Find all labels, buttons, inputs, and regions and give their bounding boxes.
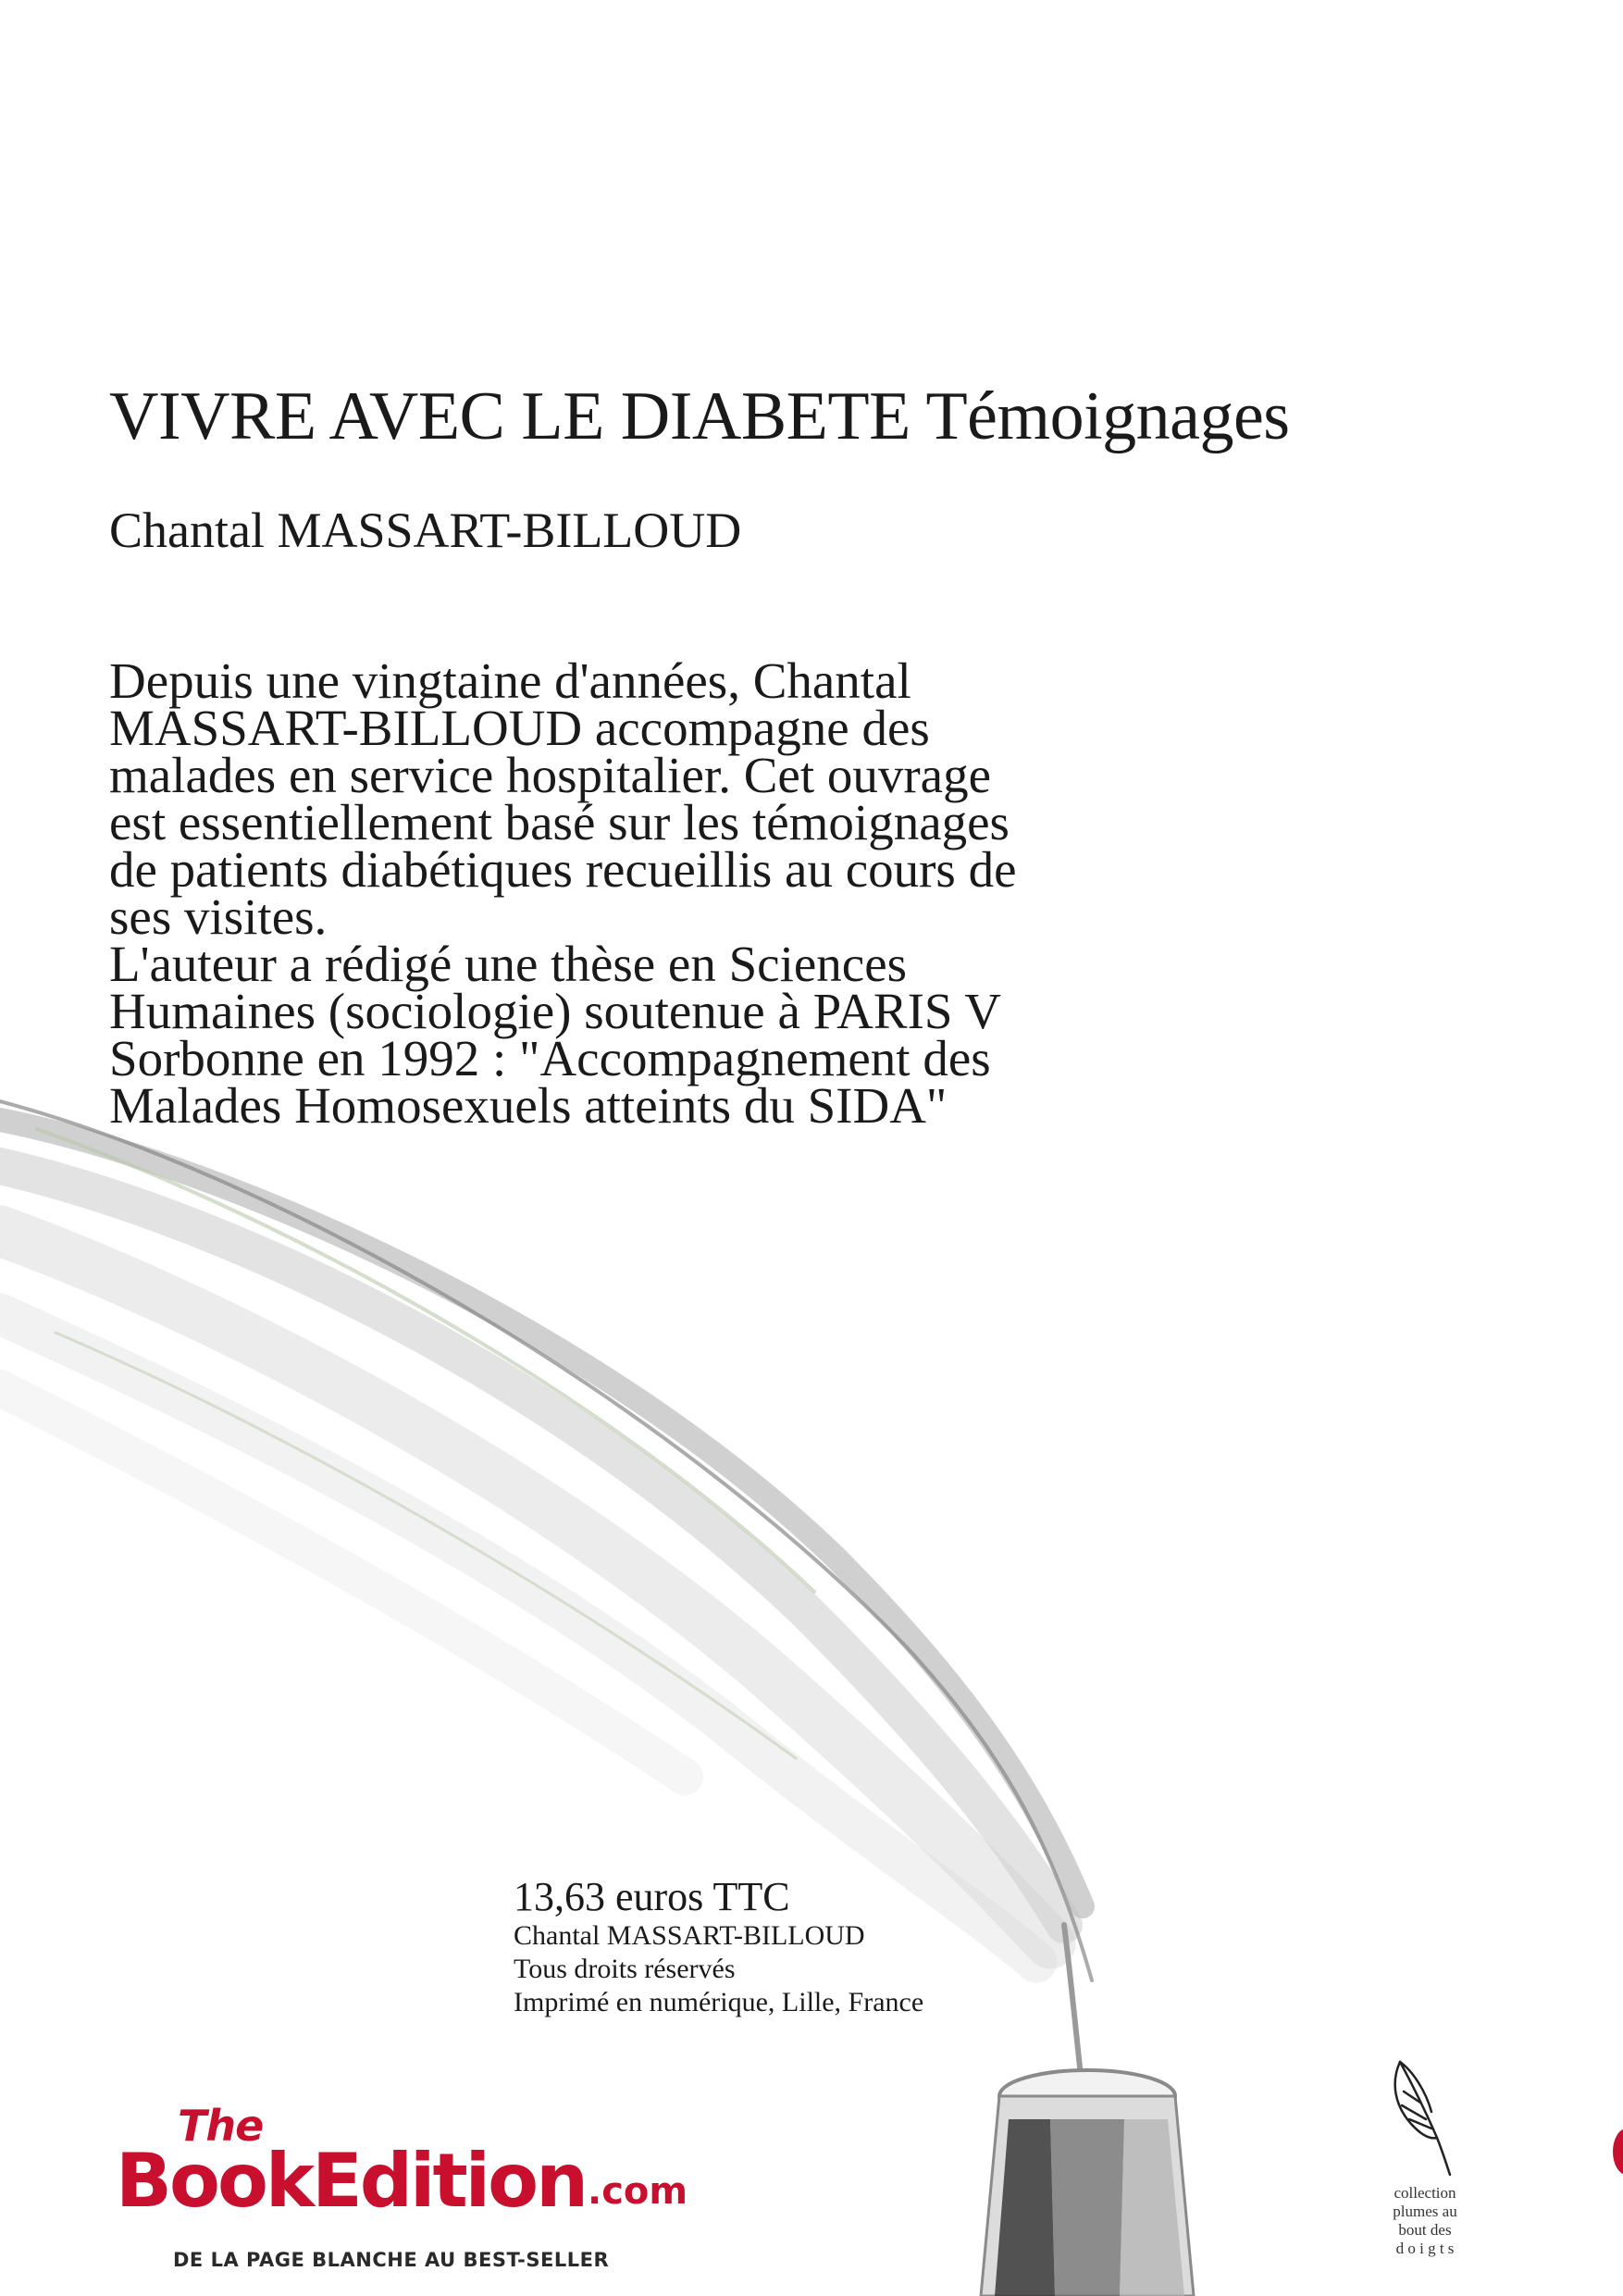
blurb-line: MASSART-BILLOUD accompagne des bbox=[109, 700, 930, 756]
publisher-logo bbox=[116, 2101, 688, 2286]
blurb-line: Humaines (sociologie) soutenue à PARIS V bbox=[109, 983, 1001, 1039]
book-blurb bbox=[109, 652, 1257, 1134]
copyright-holder: Chantal MASSART-BILLOUD bbox=[514, 1920, 865, 1951]
rights-notice: Tous droits réservés bbox=[514, 1954, 736, 1984]
blurb-line: est essentiellement basé sur les témoignages bbox=[109, 794, 1010, 850]
collection-line: collection bbox=[1394, 2184, 1456, 2202]
blurb-line: malades en service hospitalier. Cet ouvrage bbox=[109, 747, 991, 803]
logo-name: BookEdition bbox=[116, 2138, 587, 2224]
feather-icon bbox=[1383, 2054, 1467, 2179]
blurb-line: Malades Homosexuels atteints du SIDA" bbox=[109, 1077, 948, 1134]
collection-line: plumes au bbox=[1393, 2203, 1457, 2220]
logo-the: The bbox=[178, 2101, 264, 2151]
collection-mark bbox=[1383, 2054, 1467, 2286]
edge-marker bbox=[1613, 2128, 1623, 2175]
blurb-line: de patients diabétiques recueillis au cours de bbox=[109, 841, 1017, 898]
logo-domain-suffix: .com bbox=[588, 2170, 688, 2213]
book-title: VIVRE AVEC LE DIABETE Témoignages bbox=[109, 379, 1290, 454]
collection-line: bout des bbox=[1398, 2221, 1452, 2239]
print-location: Imprimé en numérique, Lille, France bbox=[514, 1987, 924, 2017]
blurb-line: ses visites. bbox=[109, 888, 328, 945]
collection-line: d o i g t s bbox=[1395, 2240, 1455, 2257]
blurb-line: Depuis une vingtaine d'années, Chantal bbox=[109, 652, 911, 709]
price: 13,63 euros TTC bbox=[514, 1874, 790, 1919]
imprint-block bbox=[514, 1919, 923, 2019]
blurb-line: L'auteur a rédigé une thèse en Sciences bbox=[109, 936, 908, 992]
blurb-line: Sorbonne en 1992 : "Accompagnement des bbox=[109, 1030, 991, 1086]
logo-tagline: DE LA PAGE BLANCHE AU BEST-SELLER bbox=[173, 2249, 610, 2271]
book-author: Chantal MASSART-BILLOUD bbox=[109, 503, 742, 558]
